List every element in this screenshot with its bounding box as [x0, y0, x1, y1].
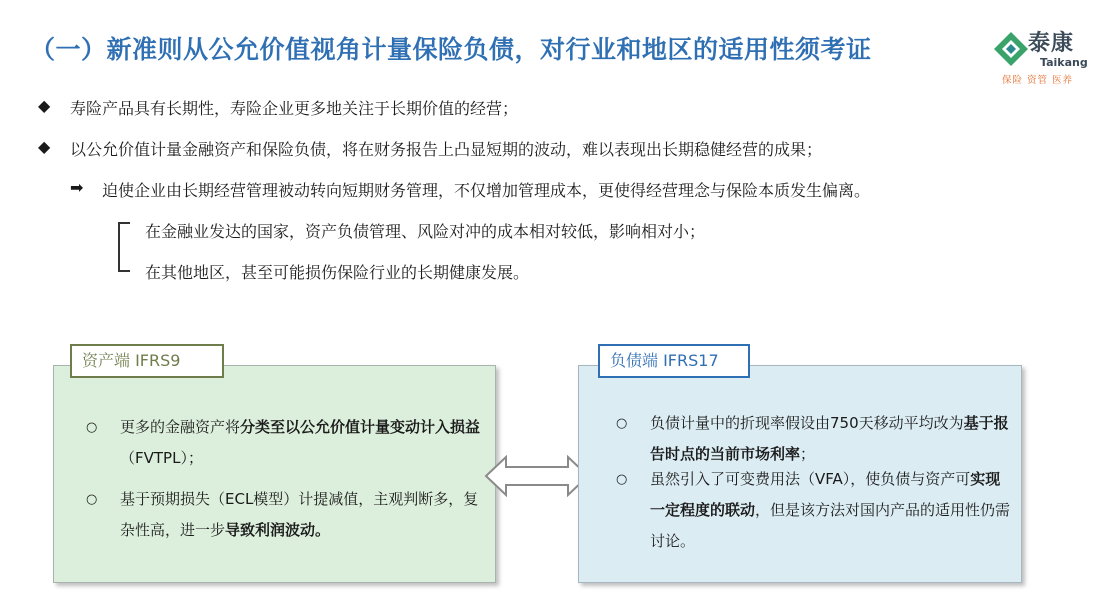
double-headed-arrow-icon: [484, 455, 590, 497]
bullet-text: 以公允价值计量金融资产和保险负债，将在财务报告上凸显短期的波动，难以表现出长期稳健经营的成果；: [70, 140, 823, 159]
taikang-logo: [992, 26, 1092, 86]
sub-point: 在其他地区，甚至可能损伤保险行业的长期健康发展。: [145, 263, 530, 282]
taikang-logo-icon: [992, 30, 1030, 68]
liability-item-text: 负债计量中的折现率假设由750天移动平均改为基于报告时点的当前市场利率；: [650, 414, 1009, 463]
bracket-divider: [118, 222, 130, 272]
logo-cn-text: 泰康: [1028, 30, 1075, 56]
liability-side-tag: 负债端 IFRS17: [598, 344, 750, 378]
diamond-bullet-icon: ◆: [38, 96, 51, 115]
circle-bullet-icon: ○: [86, 420, 98, 435]
diamond-bullet-icon: ◆: [38, 137, 51, 156]
bullet-text: 寿险产品具有长期性，寿险企业更多地关注于长期价值的经营；: [70, 99, 519, 118]
sub-point: 在金融业发达的国家，资产负债管理、风险对冲的成本相对较低，影响相对小；: [145, 222, 706, 241]
right-arrow-icon: ➡: [70, 178, 84, 197]
circle-bullet-icon: ○: [616, 416, 628, 431]
asset-item-text: 基于预期损失（ECL模型）计提减值，主观判断多，复杂性高，进一步导致利润波动。: [120, 490, 479, 539]
logo-en-text: Taikang: [1040, 56, 1088, 69]
asset-item-text: 更多的金融资产将分类至以公允价值计量变动计入损益（FVTPL）；: [120, 418, 481, 467]
circle-bullet-icon: ○: [616, 472, 628, 487]
arrow-point-text: 迫使企业由长期经营管理被动转向短期财务管理，不仅增加管理成本，更使得经营理念与保险本质发生偏离。: [102, 181, 871, 200]
logo-tagline: 保险 资管 医养: [1002, 75, 1074, 86]
arrow-point: [70, 178, 871, 200]
liability-item-text: 虽然引入了可变费用法（VFA），使负债与资产可实现一定程度的联动，但是该方法对国内产品的适用性仍需讨论。: [650, 470, 1011, 550]
page-title: （一）新准则从公允价值视角计量保险负债，对行业和地区的适用性须考证: [30, 35, 872, 64]
asset-side-tag: 资产端 IFRS9: [70, 344, 224, 378]
circle-bullet-icon: ○: [86, 492, 98, 507]
asset-side-box: [53, 365, 496, 583]
